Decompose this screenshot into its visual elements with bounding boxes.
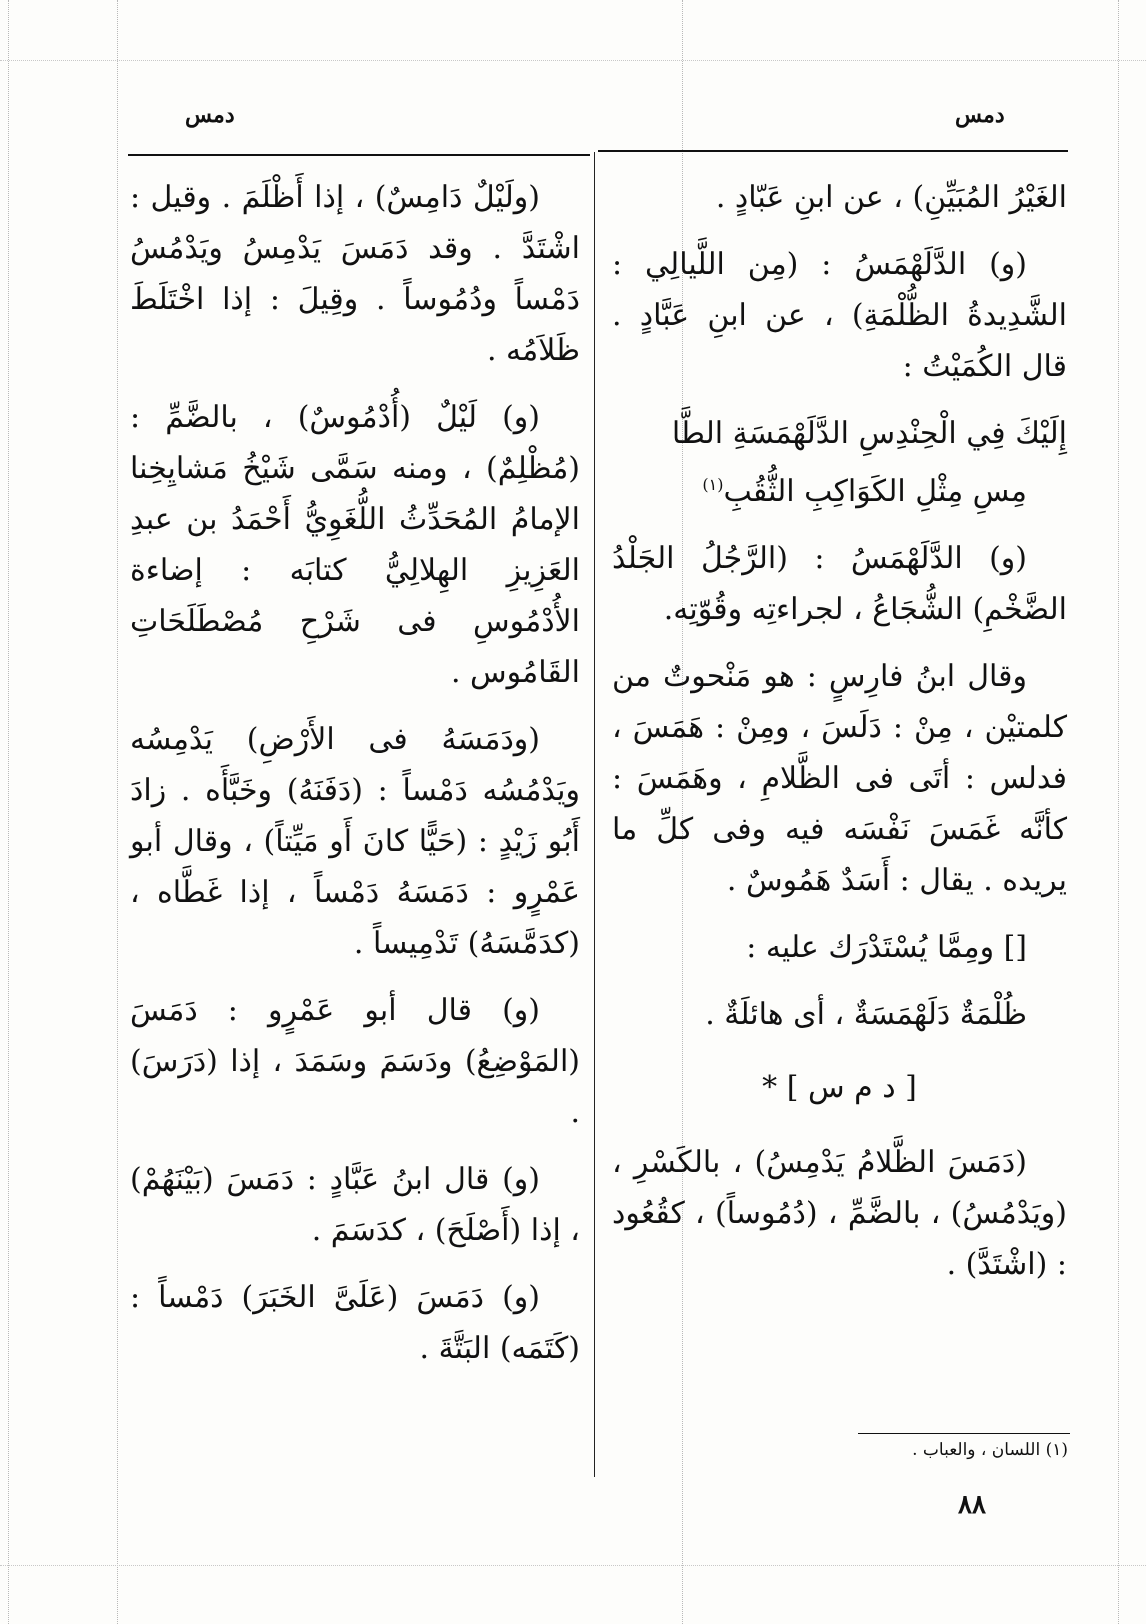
entry-heading: [ د م س ] * xyxy=(762,1070,917,1105)
paragraph: (دَمَسَ الظَّلامُ يَدْمِسُ) ، بالكَسْرِ ، (ويَدْمُسُ) ، بالضَّمِّ ، (دُمُوساً) ، كقُعُود : (اشْتَدَّ) . xyxy=(612,1145,1067,1282)
right-column xyxy=(612,172,1067,1306)
verse-line: إِلَيْكَ فِي الْحِنْدِسِ الدَّلَهْمَسَةِ الطَّا xyxy=(671,416,1067,451)
column-divider xyxy=(594,152,595,1477)
paragraph: (و) الدَّلَهْمَسُ : (مِن اللَّيالِي : الشَّدِيدةُ الظُّلْمَةِ) ، عن ابنِ عَبَّادٍ . قال الكُمَيْتُ : xyxy=(612,247,1067,384)
header-rule xyxy=(128,154,590,156)
paragraph: (و) لَيْلٌ (أُدْمُوسٌ) ، بالضَّمِّ : (مُظْلِمٌ) ، ومنه سَمَّى شَيْخُ مَشايِخِنا الإمامُ المُحَدِّثُ اللُّغَوِيُّ أَحْمَدُ بن عبدِ العَزِيزِ الهِلالِيُّ كتابَه : إضاءة الأُدْمُوسِ فى شَرْحِ مُصْطَلَحَاتِ القَامُوس . xyxy=(130,400,580,690)
paragraph: الغَيْرُ المُبَيِّنِ) ، عن ابنِ عَبّادٍ . xyxy=(715,180,1067,215)
left-column xyxy=(130,172,580,1390)
paragraph: (و) قال أبو عَمْرٍو : دَمَسَ (المَوْضِعُ) ودَسَمَ وسَمَدَ ، إذا (دَرَسَ) . xyxy=(130,993,580,1130)
page-number: ٨٨ xyxy=(958,1490,986,1520)
paragraph: (ولَيْلٌ دَامِسٌ) ، إذا أَظْلَمَ . وقيل : اشْتَدَّ . وقد دَمَسَ يَدْمِسُ ويَدْمُسُ دَمْساً ودُمُوساً . وقِيلَ : إذا اخْتَلَطَ ظَلاَمُه . xyxy=(130,180,580,368)
verse-line xyxy=(612,459,1067,517)
paragraph: (و) الدَّلَهْمَسُ : (الرَّجُلُ الجَلْدُ الضَّخْمِ) الشُّجَاعُ ، لجراءتِه وقُوّتِه. xyxy=(612,541,1067,627)
paragraph: (و) دَمَسَ (عَلَىَّ الخَبَرَ) دَمْساً : (كَتَمَه) البَتَّةَ . xyxy=(130,1280,580,1366)
running-header-right: دمس xyxy=(955,102,1005,128)
footnote-rule xyxy=(858,1433,1070,1434)
scan-guide xyxy=(0,60,1146,61)
verse-text: مِسِ مِثْلِ الكَوَاكِبِ الثُّقُبِ xyxy=(723,474,1027,509)
header-rule xyxy=(598,150,1068,152)
scan-guide xyxy=(117,0,118,1624)
running-header-left: دمس xyxy=(185,102,235,128)
paragraph: ظُلْمَةٌ دَلَهْمَسَةٌ ، أى هائلَةٌ . xyxy=(705,997,1027,1032)
scan-guide xyxy=(8,0,9,1624)
paragraph: وقال ابنُ فارِسٍ : هو مَنْحوتٌ من كلمتيْن ، مِنْ : دَلَسَ ، ومِنْ : هَمَسَ ، فدلس : أتَى فى الظَّلامِ ، وهَمَسَ : كأنَّه غَمَسَ نَفْسَه فيه وفى كلِّ ما يريده . يقال : أَسَدٌ هَمُوسٌ . xyxy=(612,659,1067,898)
paragraph: (ودَمَسَهُ فى الأَرْضِ) يَدْمِسُه ويَدْمُسُه دَمْساً : (دَفَنَهُ) وخَبَّأَه . زادَ أَبُو زَيْدٍ : (حَيًّا كانَ أَو مَيِّتاً) ، وقال أبو عَمْرٍو : دَمَسَهُ دَمْساً ، إذا غَطَّاه ، (كدَمَّسَهُ) تَدْمِيساً . xyxy=(130,722,580,961)
paragraph: (و) قال ابنُ عَبَّادٍ : دَمَسَ (بَيْنَهُمْ) ، إذا (أَصْلَحَ) ، كدَسَمَ . xyxy=(130,1162,580,1248)
paragraph: [] ومِمَّا يُسْتَدْرَك عليه : xyxy=(746,930,1027,965)
poem-verse xyxy=(612,408,1067,517)
scan-guide xyxy=(0,1565,1146,1566)
footnote-marker: (١) xyxy=(702,475,724,494)
footnote: (١) اللسان ، والعباب . xyxy=(912,1440,1068,1460)
scan-guide xyxy=(1118,0,1119,1624)
